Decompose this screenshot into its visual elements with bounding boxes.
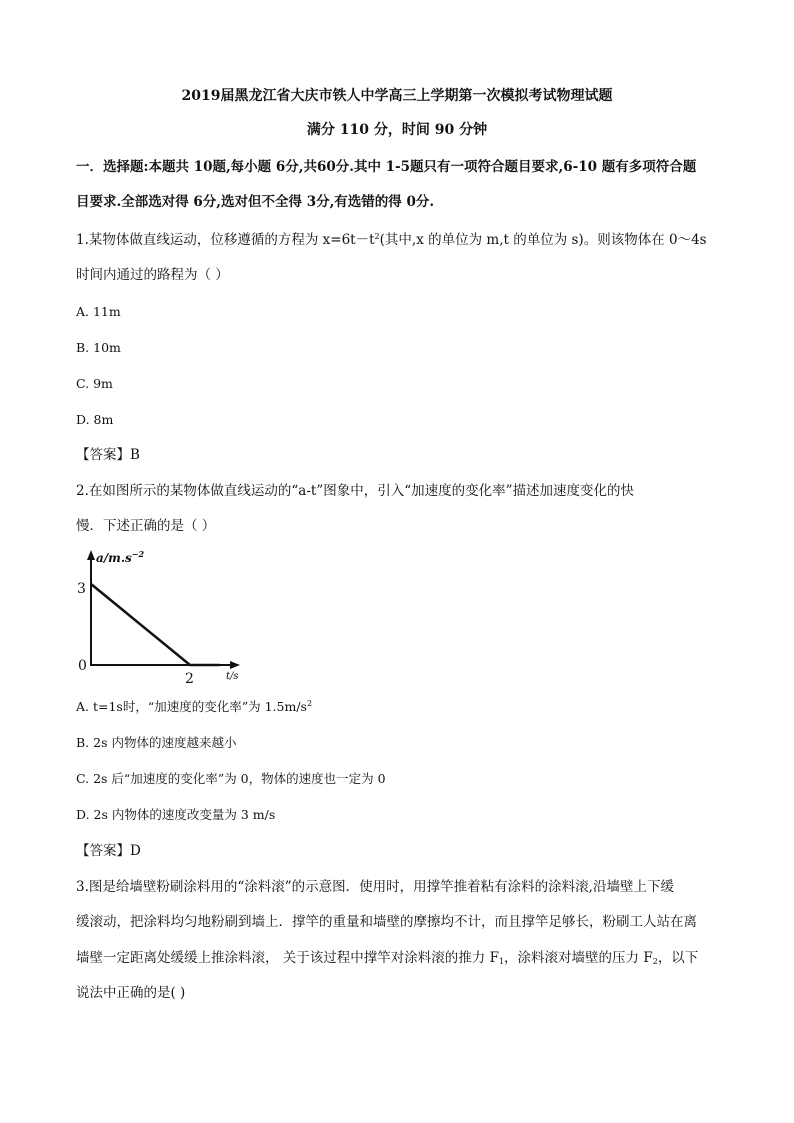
q2-option-d: D. 2s 内物体的速度改变量为 3 m/s (76, 807, 276, 822)
q1-option-b: B. 10m (76, 340, 121, 355)
q2-option-c: C. 2s 后“加速度的变化率”为 0，物体的速度也一定为 0 (76, 771, 386, 786)
q2-option-b: B. 2s 内物体的速度越来越小 (76, 735, 237, 750)
y-axis-label: $a/m.s^{-2}$ (96, 549, 145, 565)
x-axis-label: t/s (226, 671, 239, 682)
q2-answer: 【答案】D (76, 843, 141, 859)
q2-stem-line2: 慢．下述正确的是（ ） (76, 518, 216, 534)
q1-stem-line1: 1.某物体做直线运动，位移遵循的方程为 $x=6t-t^2$(其中,x 的单位为 m,t 的单位为 s)。则该物体在 0～4s (76, 232, 707, 248)
q2-option-a: A. t=1s时，“加速度的变化率”为 $1.5m/s^2$ (76, 699, 313, 714)
y-axis-arrow (87, 550, 95, 560)
q3-stem-line3: 墙壁一定距离处缓缓上推涂料滚， 关于该过程中撑竿对涂料滚的推力 $F_1$，涂料滚对墙壁的压力 $F_2$，以下 (76, 950, 699, 966)
q3-stem-line1: 3.图是给墙壁粉刷涂料用的“涂料滚”的示意图．使用时，用撑竿推着粘有涂料的涂料滚,沿墙壁上下缓 (76, 879, 674, 895)
acceleration-line (91, 584, 220, 665)
y-tick-label: 3 (77, 581, 86, 597)
q2-stem-line1: 2.在如图所示的某物体做直线运动的“a-t”图象中，引入“加速度的变化率”描述加速度变化的快 (76, 483, 635, 499)
section-instructions-line1: 一．选择题:本题共 10题,每小题 6分,共60分.其中 1-5题只有一项符合题目要求,6-10 题有多项符合题 (76, 159, 697, 175)
section-instructions-line2: 目要求.全部选对得 6分,选对但不全得 3分,有选错的得 0分. (76, 194, 435, 210)
page-subtitle: 满分 110 分，时间 90 分钟 (306, 122, 488, 138)
x-axis-arrow (230, 661, 240, 669)
q1-stem-line2: 时间内通过的路程为（ ） (76, 267, 229, 283)
page-title: 2019届黑龙江省大庆市铁人中学高三上学期第一次模拟考试物理试题 (181, 88, 613, 104)
q1-option-a: A. 11m (76, 304, 121, 319)
q1-option-d: D. 8m (76, 412, 114, 427)
q1-option-c: C. 9m (76, 376, 113, 391)
acceleration-time-graph (74, 548, 254, 686)
q3-stem-line2: 缓滚动，把涂料均匀地粉刷到墙上．撑竿的重量和墙壁的摩擦均不计，而且撑竿足够长，粉刷工人站在离 (76, 914, 697, 930)
x-tick-label: 2 (185, 671, 194, 686)
q3-stem-line4: 说法中正确的是( ) (76, 985, 186, 1001)
q1-answer: 【答案】B (76, 447, 140, 463)
origin-label: 0 (78, 658, 87, 674)
